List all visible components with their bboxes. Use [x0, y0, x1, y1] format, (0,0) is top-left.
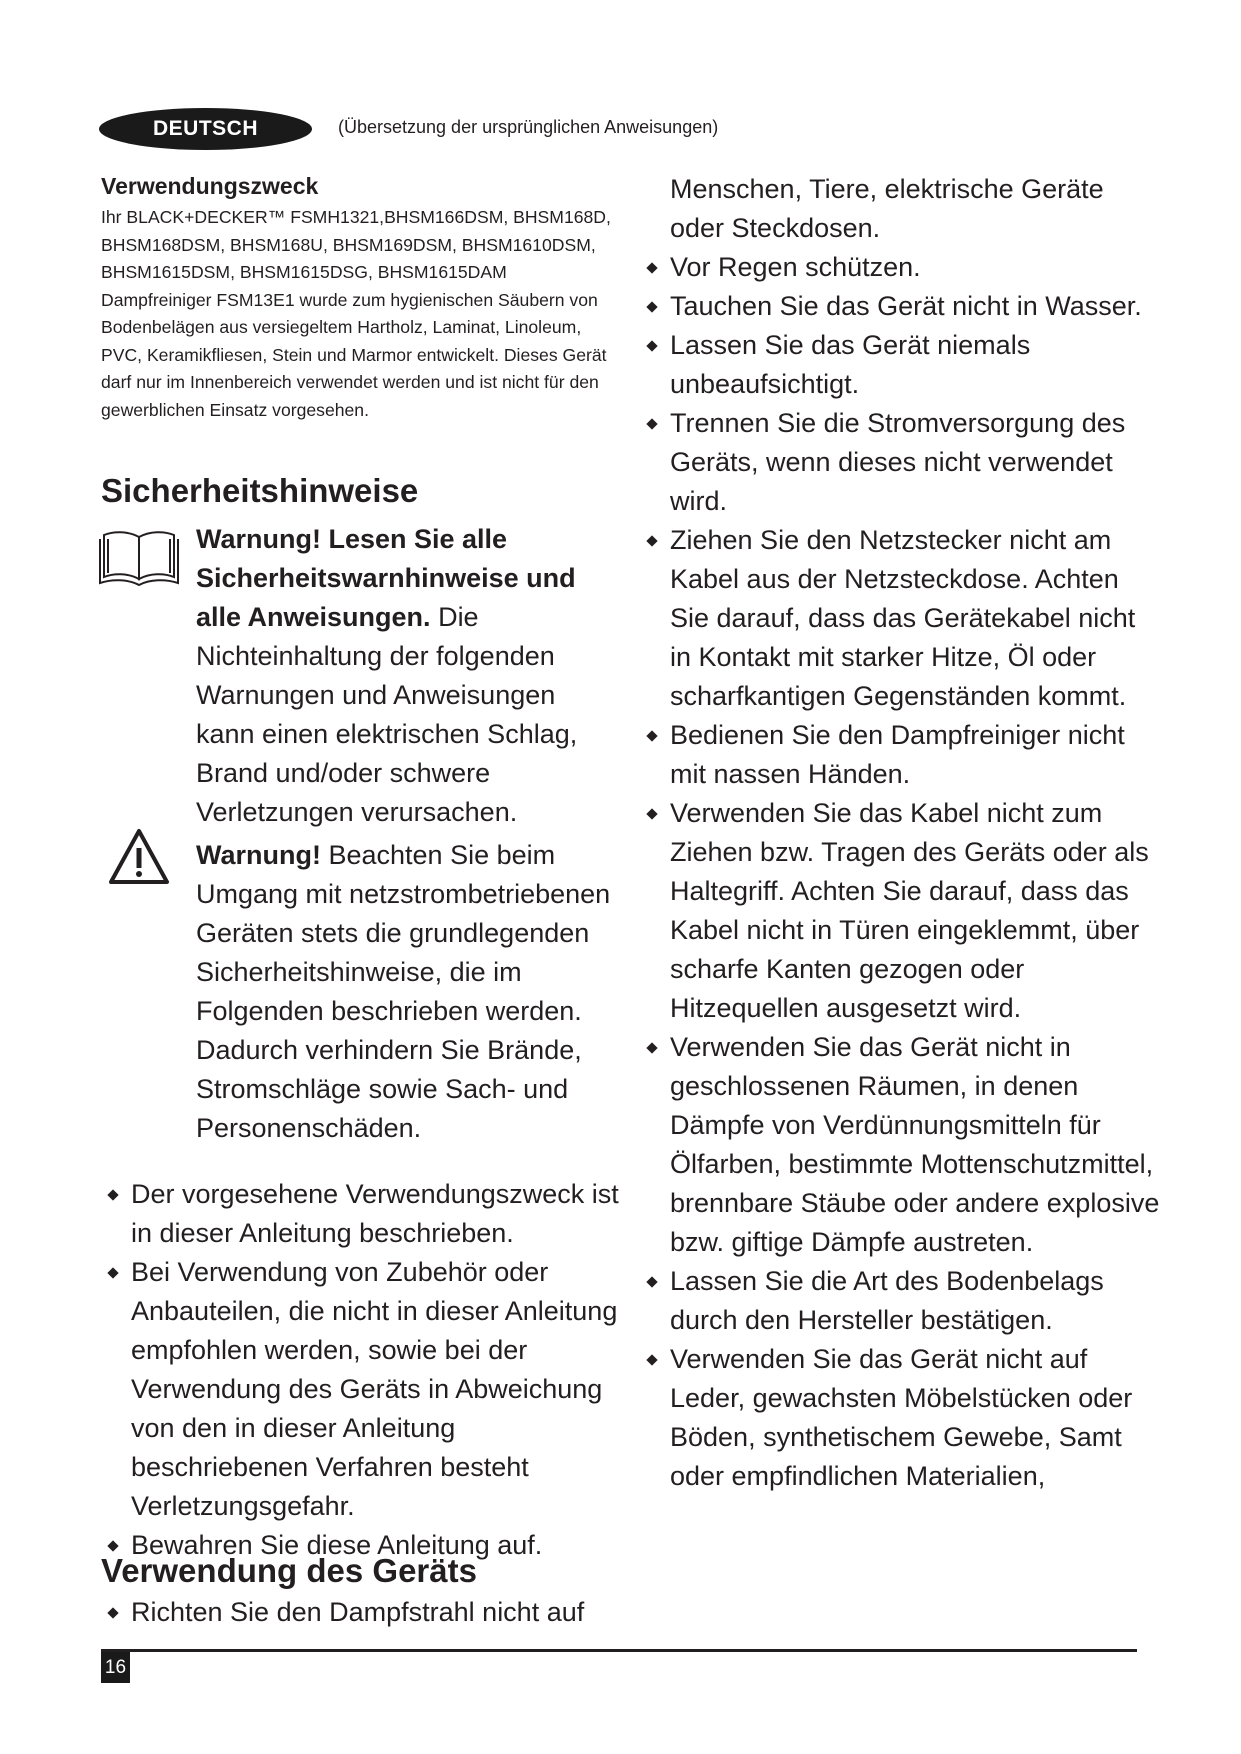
- bullet-icon: [646, 301, 657, 312]
- bullet-icon: [646, 1354, 657, 1365]
- bullet-icon: [646, 418, 657, 429]
- list-item: Verwenden Sie das Kabel nicht zum Ziehen bzw. Tragen des Geräts oder als Haltegriff. Achten Sie darauf, dass das Kabel nicht in Türen eingeklemmt, über scharfe Kanten gezogen oder Hitzequellen ausgesetzt wird.: [640, 794, 1160, 1028]
- language-badge: DEUTSCH: [99, 108, 312, 150]
- bullet-icon: [107, 1540, 118, 1551]
- usage-bullet-list: [640, 170, 1160, 1496]
- list-item: Richten Sie den Dampfstrahl nicht auf: [101, 1593, 621, 1632]
- warning1-text: Die Nichteinhaltung der folgenden Warnungen und Anweisungen kann einen elektrischen Schlag, Brand und/oder schwere Verletzungen verursachen.: [196, 602, 578, 827]
- bullet-icon: [646, 808, 657, 819]
- list-item-continuation: Menschen, Tiere, elektrische Geräte oder Steckdosen.: [670, 174, 1104, 243]
- usage-heading: Verwendung des Geräts: [101, 1552, 477, 1589]
- intro-heading: Verwendungszweck: [101, 173, 319, 199]
- intro-text: Ihr BLACK+DECKER™ FSMH1321,BHSM166DSM, BHSM168D, BHSM168DSM, BHSM168U, BHSM169DSM, BHSM1610DSM, BHSM1615DSM, BHSM1615DSG, BHSM1615DAM Dampfreiniger FSM13E1 wurde zum hygienischen Säubern von Bodenbelägen aus versiegeltem Hartholz, Laminat, Linoleum, PVC, Keramikfliesen, Stein und Marmor entwickelt. Dieses Gerät darf nur im Innenbereich verwendet werden und ist nicht für den gewerblichen Einsatz vorgesehen.: [101, 207, 611, 420]
- list-item: Tauchen Sie das Gerät nicht in Wasser.: [640, 287, 1160, 326]
- bullet-icon: [646, 262, 657, 273]
- bullet-icon: [107, 1189, 118, 1200]
- page-number: 16: [101, 1652, 130, 1683]
- bullet-icon: [107, 1267, 118, 1278]
- bullet-icon: [646, 1276, 657, 1287]
- warning-triangle-icon: [108, 828, 170, 886]
- bullet-icon: [646, 340, 657, 351]
- list-item: Bei Verwendung von Zubehör oder Anbauteilen, die nicht in dieser Anleitung empfohlen werden, sowie bei der Verwendung des Geräts in Abweichung von den in dieser Anleitung beschriebenen Verfahren besteht Verletzungsgefahr.: [101, 1253, 621, 1526]
- warning-basic-safety: [196, 836, 621, 1148]
- list-item: Bewahren Sie diese Anleitung auf.: [101, 1526, 621, 1565]
- list-item: Ziehen Sie den Netzstecker nicht am Kabel aus der Netzsteckdose. Achten Sie darauf, dass das Gerätekabel nicht in Kontakt mit starker Hitze, Öl oder scharfkantigen Gegenständen kommt.: [640, 521, 1160, 716]
- list-item: Verwenden Sie das Gerät nicht auf Leder, gewachsten Möbelstücken oder Böden, synthetischem Gewebe, Samt oder empfindlichen Materialien,: [640, 1340, 1160, 1496]
- list-item: Der vorgesehene Verwendungszweck ist in dieser Anleitung beschrieben.: [101, 1175, 621, 1253]
- book-icon: [98, 527, 180, 589]
- bullet-icon: [646, 1042, 657, 1053]
- bullet-icon: [107, 1607, 118, 1618]
- translation-subtitle: (Übersetzung der ursprünglichen Anweisungen): [338, 117, 719, 137]
- left-column: [101, 172, 619, 1627]
- bullet-icon: [646, 535, 657, 546]
- list-item: Lassen Sie das Gerät niemals unbeaufsichtigt.: [640, 326, 1160, 404]
- list-item: Vor Regen schützen.: [640, 248, 1160, 287]
- bullet-icon: [646, 730, 657, 741]
- warning2-text: Beachten Sie beim Umgang mit netzstrombetriebenen Geräten stets die grundlegenden Sicherheitshinweise, die im Folgenden beschrieben werden. Dadurch verhindern Sie Brände, Stromschläge sowie Sach- und Personenschäden.: [196, 840, 611, 1143]
- safety-bullet-list: [101, 1175, 621, 1565]
- right-column: [640, 170, 1160, 1496]
- list-item: Verwenden Sie das Gerät nicht in geschlossenen Räumen, in denen Dämpfe von Verdünnungsmitteln für Ölfarben, bestimmte Mottenschutzmittel, brennbare Stäube oder andere explosive bzw. giftige Dämpfe austreten.: [640, 1028, 1160, 1262]
- intro-section: [101, 172, 611, 424]
- warning1-bold: Warnung! Lesen Sie alle Sicherheitswarnhinweise und alle Anweisungen.: [196, 524, 576, 632]
- list-item: Lassen Sie die Art des Bodenbelags durch den Hersteller bestätigen.: [640, 1262, 1160, 1340]
- list-item: Bedienen Sie den Dampfreiniger nicht mit nassen Händen.: [640, 716, 1160, 794]
- footer-rule: [101, 1649, 1137, 1652]
- safety-heading: Sicherheitshinweise: [101, 472, 419, 509]
- usage-bullet-list-start: [101, 1593, 621, 1632]
- warning-read-instructions: [196, 520, 621, 832]
- list-item: Trennen Sie die Stromversorgung des Geräts, wenn dieses nicht verwendet wird.: [640, 404, 1160, 521]
- warning2-bold: Warnung!: [196, 840, 321, 870]
